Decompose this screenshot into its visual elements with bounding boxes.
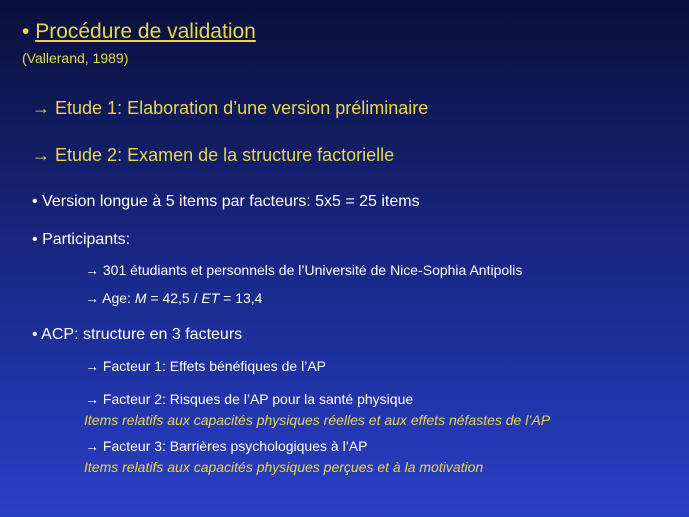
age-suffix: = 13,4 xyxy=(219,290,263,306)
arrow-right-icon: → xyxy=(85,290,99,306)
participants-item-2 xyxy=(85,290,262,306)
facteur-3-note: Items relatifs aux capacités physiques perçues et à la motivation xyxy=(84,459,484,475)
age-m-symbol: M xyxy=(134,290,147,306)
etude-1-text: Etude 1: Elaboration d’une version préliminaire xyxy=(55,98,429,118)
participants-item-1 xyxy=(85,262,522,278)
participants-item-1-text: 301 étudiants et personnels de l’Université de Nice-Sophia Antipolis xyxy=(102,262,523,278)
age-mid: = 42,5 / xyxy=(146,290,202,306)
arrow-right-icon: → xyxy=(85,438,99,454)
arrow-right-icon: → xyxy=(85,391,99,407)
acp-bullet xyxy=(32,326,242,344)
etude-2-text: Etude 2: Examen de la structure factorielle xyxy=(55,145,395,165)
facteur-2-note: Items relatifs aux capacités physiques réelles et aux effets néfastes de l’AP xyxy=(84,412,551,428)
etude-1 xyxy=(32,98,428,119)
title-text: Procédure de validation xyxy=(35,20,256,43)
participants-bullet xyxy=(32,231,130,249)
facteur-1-text: Facteur 1: Effets bénéfiques de l’AP xyxy=(102,358,326,374)
participants-label: Participants: xyxy=(42,231,131,248)
arrow-right-icon: → xyxy=(32,98,50,118)
bullet-icon: • xyxy=(32,193,38,210)
facteur-2-text: Facteur 2: Risques de l’AP pour la santé physique xyxy=(102,391,414,407)
title-reference: (Vallerand, 1989) xyxy=(22,50,129,66)
version-text: Version longue à 5 items par facteurs: 5x5 = 25 items xyxy=(42,193,420,210)
facteur-3-text: Facteur 3: Barrières psychologiques à l’AP xyxy=(102,438,368,454)
arrow-right-icon: → xyxy=(85,358,99,374)
etude-2 xyxy=(32,145,394,166)
age-prefix: Age: xyxy=(102,290,135,306)
title-bullet: • xyxy=(22,20,30,43)
arrow-right-icon: → xyxy=(32,145,50,165)
arrow-right-icon: → xyxy=(85,262,99,278)
bullet-icon: • xyxy=(32,326,38,343)
age-et-symbol: ET xyxy=(201,290,220,306)
bullet-icon: • xyxy=(32,231,38,248)
version-bullet xyxy=(32,193,420,211)
slide-title xyxy=(22,20,256,44)
facteur-1 xyxy=(85,358,326,374)
facteur-3 xyxy=(85,438,367,454)
facteur-2 xyxy=(85,391,413,407)
acp-label: ACP: structure en 3 facteurs xyxy=(41,326,243,343)
